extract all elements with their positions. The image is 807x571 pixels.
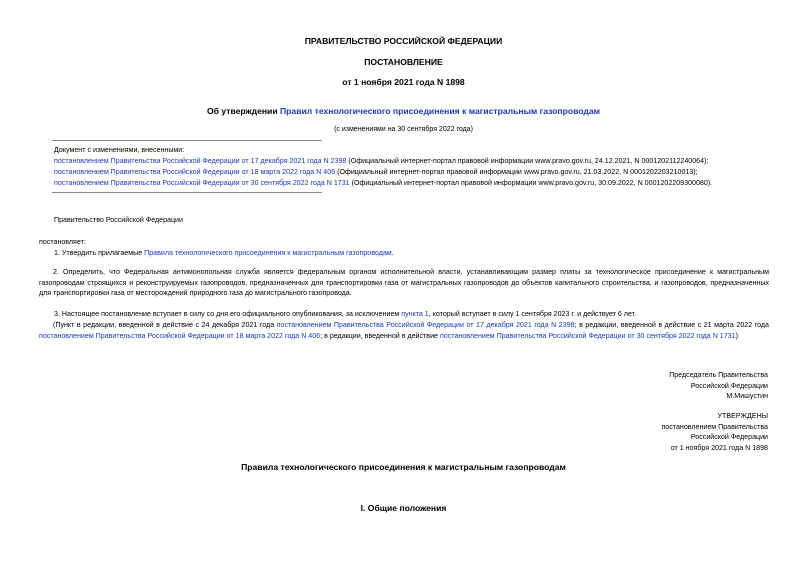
subject-prefix: Об утверждении bbox=[206, 106, 280, 116]
note-link-2398[interactable]: постановлением Правительства Российской Федерации от 17 декабря 2021 года N 2398 bbox=[276, 321, 575, 329]
subject-link[interactable]: Правил технологического присоединения к магистральным газопроводам bbox=[280, 106, 601, 116]
amend-item-text: (Официальный интернет-портал правовой информации www.pravo.gov.ru, 21.03.2022, N 0001202203210013); bbox=[335, 168, 698, 176]
amend-link-1731[interactable]: постановлением Правительства Российской Федерации от 30 сентября 2022 года N 1731 bbox=[54, 179, 350, 187]
note-link-406[interactable]: постановлением Правительства Российской Федерации от 18 марта 2022 года N 406 bbox=[39, 331, 321, 340]
approved-line: постановлением Правительства bbox=[661, 422, 768, 431]
doc-type: ПОСТАНОВЛЕНИЕ bbox=[364, 57, 443, 67]
point-1-link[interactable]: пункта 1 bbox=[401, 310, 429, 318]
rules-link[interactable]: Правила технологического присоединения к магистральным газопроводам bbox=[144, 249, 392, 257]
amend-link-406[interactable]: постановлением Правительства Российской Федерации от 18 марта 2022 года N 406 bbox=[54, 168, 336, 176]
signature-line: Председатель Правительства bbox=[669, 371, 768, 379]
signature-line: М.Мишустин bbox=[726, 392, 768, 400]
paragraph-3-note: (Пункт в редакции, введенной в действие с 24 декабря 2021 года постановлением Правительства Российской Федерации от 17 декабря 2021 года N 2398; в редакции, введенной в действие с 21 марта 2022 года постановлением Правительства Российской Федерации от 18 марта 2022 года N 406; в редакции, введенной в действие постановлением Правительства Российской Федерации от 30 сентября 2022 года N 1731) bbox=[39, 321, 769, 340]
amend-intro: Документ с изменениями, внесенными: bbox=[54, 146, 185, 154]
doc-subject bbox=[0, 106, 807, 116]
approved-line: УТВЕРЖДЕНЫ bbox=[717, 412, 768, 420]
amend-item bbox=[54, 156, 708, 166]
approved-block bbox=[661, 411, 768, 453]
amend-bottom-divider bbox=[52, 192, 322, 193]
paragraph-2: 2. Определить, что Федеральная антимонопольная служба является федеральным органом исполнительной власти, устанавливающим размер платы за технологическое присоединение к магистральным газопроводам строящихся и реконструируемых газопроводов, предназначенных для транспортировки газа от магистральных газопроводов до объектов капитального строительства, и газопроводов, предназначенных для транспортировки газа от месторождений природного газа до магистрального газопровода. bbox=[39, 268, 769, 298]
doc-date-number: от 1 ноября 2021 года N 1898 bbox=[342, 77, 465, 87]
note-link-1731[interactable]: постановлением Правительства Российской Федерации от 30 сентября 2022 года N 1731 bbox=[439, 331, 736, 340]
signature-block bbox=[669, 370, 768, 402]
government-title: ПРАВИТЕЛЬСТВО РОССИЙСКОЙ ФЕДЕРАЦИИ bbox=[304, 36, 503, 46]
amend-top-divider bbox=[52, 140, 322, 141]
amend-item bbox=[54, 178, 712, 188]
issuer: Правительство Российской Федерации bbox=[54, 216, 183, 224]
amend-note: (с изменениями на 30 сентября 2022 года) bbox=[334, 126, 473, 133]
decrees-word: постановляет: bbox=[39, 238, 86, 246]
amend-link-2398[interactable]: постановлением Правительства Российской Федерации от 17 декабря 2021 года N 2398 bbox=[54, 157, 347, 165]
rules-title: Правила технологического присоединения к магистральным газопроводам bbox=[241, 462, 566, 472]
paragraph-1: 1. Утвердить прилагаемые Правила технологического присоединения к магистральным газопроводам. bbox=[54, 249, 394, 257]
approved-line: Российской Федерации bbox=[690, 433, 768, 441]
approved-line: от 1 ноября 2021 года N 1898 bbox=[670, 443, 768, 452]
section-heading: I. Общие положения bbox=[360, 503, 447, 513]
amend-item bbox=[54, 167, 698, 177]
amend-item-text: (Официальный интернет-портал правовой информации www.pravo.gov.ru, 30.09.2022, N 0001202209300080). bbox=[349, 179, 713, 187]
paragraph-3: 3. Настоящее постановление вступает в силу со дня его официального опубликования, за исключением пункта 1, который вступает в силу 1 сентября 2023 г. и действует 6 лет. bbox=[54, 310, 637, 318]
amend-item-text: (Официальный интернет-портал правовой информации www.pravo.gov.ru, 24.12.2021, N 0001202112240064); bbox=[346, 157, 709, 165]
signature-line: Российской Федерации bbox=[690, 381, 768, 390]
